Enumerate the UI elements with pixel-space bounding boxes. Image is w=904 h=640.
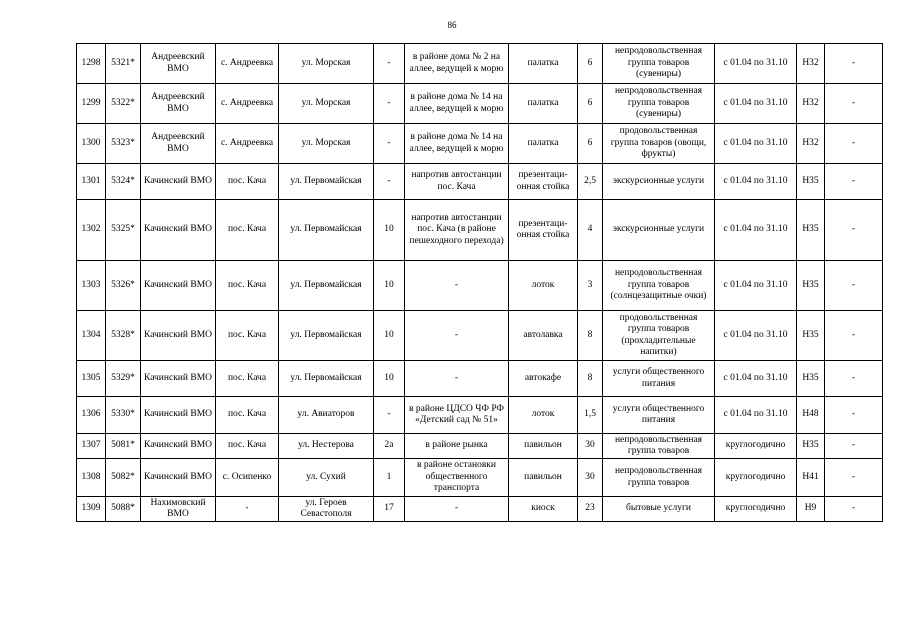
code-cell: 5321* [106,44,141,84]
municipality-cell: Качинский ВМО [141,311,216,361]
landmark-cell: в районе рынка [405,434,509,459]
settlement-cell: пос. Кача [216,397,279,434]
landmark-cell: в районе дома № 14 на аллее, ведущей к морю [405,84,509,124]
object-type-cell: лоток [509,397,578,434]
street-cell: ул. Авиаторов [279,397,374,434]
code-cell: 5323* [106,124,141,164]
municipality-cell: Качинский ВМО [141,200,216,261]
area-cell: 1,5 [578,397,603,434]
row-number-cell: 1300 [77,124,106,164]
table-row [77,164,883,200]
note-cell: - [825,164,883,200]
scheme-cell: Н32 [797,84,825,124]
landmark-cell: напротив автостанции пос. Кача (в районе пешеходного перехода) [405,200,509,261]
area-cell: 8 [578,361,603,397]
period-cell: с 01.04 по 31.10 [715,44,797,84]
landmark-cell: - [405,497,509,522]
specialization-cell: непродовольственная группа товаров [603,459,715,497]
street-cell: ул. Первомайская [279,361,374,397]
scheme-cell: Н35 [797,164,825,200]
code-cell: 5082* [106,459,141,497]
municipality-cell: Качинский ВМО [141,361,216,397]
specialization-cell: экскурсионные услуги [603,200,715,261]
area-cell: 3 [578,261,603,311]
area-cell: 6 [578,84,603,124]
note-cell: - [825,434,883,459]
area-cell: 6 [578,124,603,164]
area-cell: 4 [578,200,603,261]
object-type-cell: презентаци-онная стойка [509,164,578,200]
period-cell: с 01.04 по 31.10 [715,164,797,200]
object-type-cell: автокафе [509,361,578,397]
object-type-cell: палатка [509,44,578,84]
municipality-cell: Андреевский ВМО [141,84,216,124]
specialization-cell: услуги общественного питания [603,397,715,434]
object-type-cell: палатка [509,124,578,164]
note-cell: - [825,311,883,361]
object-type-cell: киоск [509,497,578,522]
note-cell: - [825,261,883,311]
period-cell: с 01.04 по 31.10 [715,397,797,434]
table-row [77,84,883,124]
note-cell: - [825,84,883,124]
note-cell: - [825,361,883,397]
municipality-cell: Нахимовский ВМО [141,497,216,522]
code-cell: 5329* [106,361,141,397]
table-row [77,459,883,497]
note-cell: - [825,459,883,497]
table-row [77,397,883,434]
note-cell: - [825,44,883,84]
area-cell: 23 [578,497,603,522]
code-cell: 5081* [106,434,141,459]
area-cell: 2,5 [578,164,603,200]
municipality-cell: Андреевский ВМО [141,44,216,84]
municipality-cell: Качинский ВМО [141,164,216,200]
settlement-cell: с. Осипенко [216,459,279,497]
settlement-cell: пос. Кача [216,311,279,361]
page-number: 86 [447,20,457,30]
area-cell: 8 [578,311,603,361]
area-cell: 30 [578,434,603,459]
landmark-cell: в районе остановки общественного транспорта [405,459,509,497]
specialization-cell: непродовольственная группа товаров [603,434,715,459]
settlement-cell: пос. Кача [216,164,279,200]
table-row [77,200,883,261]
period-cell: с 01.04 по 31.10 [715,261,797,311]
specialization-cell: бытовые услуги [603,497,715,522]
scheme-cell: Н32 [797,44,825,84]
scheme-cell: Н41 [797,459,825,497]
row-number-cell: 1301 [77,164,106,200]
table-row [77,311,883,361]
note-cell: - [825,397,883,434]
row-number-cell: 1305 [77,361,106,397]
table-row [77,124,883,164]
settlement-cell: пос. Кача [216,361,279,397]
settlement-cell: с. Андреевка [216,44,279,84]
street-cell: ул. Первомайская [279,261,374,311]
house-cell: 10 [374,361,405,397]
street-cell: ул. Морская [279,84,374,124]
landmark-cell: в районе дома № 2 на аллее, ведущей к морю [405,44,509,84]
row-number-cell: 1303 [77,261,106,311]
specialization-cell: продовольственная группа товаров (прохладительные напитки) [603,311,715,361]
area-cell: 30 [578,459,603,497]
code-cell: 5324* [106,164,141,200]
specialization-cell: непродовольственная группа товаров (сувениры) [603,84,715,124]
period-cell: с 01.04 по 31.10 [715,124,797,164]
kiosk-placement-table [76,43,883,522]
specialization-cell: услуги общественного питания [603,361,715,397]
period-cell: с 01.04 по 31.10 [715,361,797,397]
house-cell: - [374,397,405,434]
settlement-cell: пос. Кача [216,261,279,311]
area-cell: 6 [578,44,603,84]
note-cell: - [825,124,883,164]
note-cell: - [825,497,883,522]
object-type-cell: павильон [509,434,578,459]
code-cell: 5088* [106,497,141,522]
object-type-cell: павильон [509,459,578,497]
settlement-cell: пос. Кача [216,434,279,459]
house-cell: 10 [374,200,405,261]
specialization-cell: непродовольственная группа товаров (солнцезащитные очки) [603,261,715,311]
code-cell: 5322* [106,84,141,124]
code-cell: 5330* [106,397,141,434]
period-cell: с 01.04 по 31.10 [715,84,797,124]
row-number-cell: 1302 [77,200,106,261]
specialization-cell: непродовольственная группа товаров (сувениры) [603,44,715,84]
period-cell: с 01.04 по 31.10 [715,200,797,261]
period-cell: круглогодично [715,434,797,459]
street-cell: ул. Сухий [279,459,374,497]
row-number-cell: 1306 [77,397,106,434]
house-cell: - [374,124,405,164]
object-type-cell: лоток [509,261,578,311]
scheme-cell: Н9 [797,497,825,522]
landmark-cell: - [405,311,509,361]
table-row [77,361,883,397]
table-row [77,434,883,459]
settlement-cell: с. Андреевка [216,84,279,124]
settlement-cell: с. Андреевка [216,124,279,164]
street-cell: ул. Морская [279,44,374,84]
house-cell: 1 [374,459,405,497]
scheme-cell: Н35 [797,200,825,261]
landmark-cell: - [405,261,509,311]
street-cell: ул. Первомайская [279,200,374,261]
object-type-cell: презентаци-онная стойка [509,200,578,261]
object-type-cell: палатка [509,84,578,124]
code-cell: 5326* [106,261,141,311]
settlement-cell: - [216,497,279,522]
period-cell: с 01.04 по 31.10 [715,311,797,361]
row-number-cell: 1299 [77,84,106,124]
code-cell: 5328* [106,311,141,361]
street-cell: ул. Первомайская [279,311,374,361]
municipality-cell: Качинский ВМО [141,397,216,434]
table-row [77,261,883,311]
municipality-cell: Качинский ВМО [141,459,216,497]
row-number-cell: 1298 [77,44,106,84]
house-cell: 17 [374,497,405,522]
municipality-cell: Качинский ВМО [141,434,216,459]
landmark-cell: в районе ЦДСО ЧФ РФ «Детский сад № 51» [405,397,509,434]
settlement-cell: пос. Кача [216,200,279,261]
scheme-cell: Н35 [797,261,825,311]
specialization-cell: экскурсионные услуги [603,164,715,200]
scheme-cell: Н35 [797,311,825,361]
house-cell: - [374,44,405,84]
object-type-cell: автолавка [509,311,578,361]
table-row [77,44,883,84]
house-cell: 2а [374,434,405,459]
scheme-cell: Н32 [797,124,825,164]
row-number-cell: 1309 [77,497,106,522]
scheme-cell: Н35 [797,434,825,459]
period-cell: круглогодично [715,459,797,497]
scheme-cell: Н48 [797,397,825,434]
row-number-cell: 1308 [77,459,106,497]
house-cell: 10 [374,261,405,311]
street-cell: ул. Первомайская [279,164,374,200]
house-cell: - [374,84,405,124]
row-number-cell: 1304 [77,311,106,361]
landmark-cell: в районе дома № 14 на аллее, ведущей к морю [405,124,509,164]
street-cell: ул. Морская [279,124,374,164]
code-cell: 5325* [106,200,141,261]
municipality-cell: Андреевский ВМО [141,124,216,164]
scheme-cell: Н35 [797,361,825,397]
street-cell: ул. Героев Севастополя [279,497,374,522]
house-cell: 10 [374,311,405,361]
landmark-cell: - [405,361,509,397]
specialization-cell: продовольственная группа товаров (овощи, фрукты) [603,124,715,164]
period-cell: круглогодично [715,497,797,522]
street-cell: ул. Нестерова [279,434,374,459]
municipality-cell: Качинский ВМО [141,261,216,311]
note-cell: - [825,200,883,261]
row-number-cell: 1307 [77,434,106,459]
table-row [77,497,883,522]
house-cell: - [374,164,405,200]
landmark-cell: напротив автостанции пос. Кача [405,164,509,200]
